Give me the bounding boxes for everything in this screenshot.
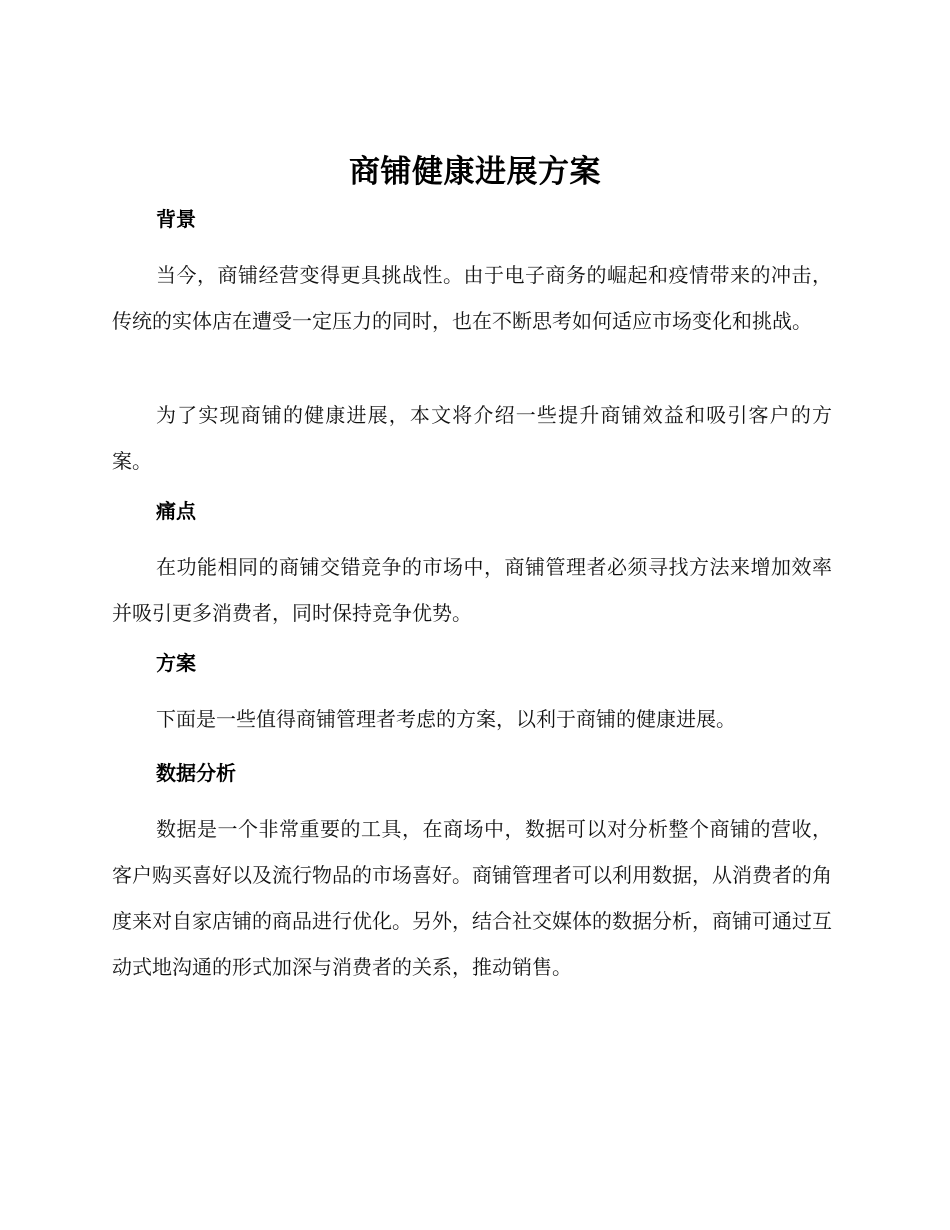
paragraph-pain-points: 在功能相同的商铺交错竞争的市场中，商铺管理者必须寻找方法来增加效率并吸引更多消费者，同时保持竞争优势。 xyxy=(112,555,832,625)
section-heading-plan: 方案 xyxy=(156,651,196,675)
section-heading-data-analysis: 数据分析 xyxy=(156,761,236,785)
paragraph-background-2: 为了实现商铺的健康进展，本文将介绍一些提升商铺效益和吸引客户的方案。 xyxy=(112,403,832,473)
paragraph-background-1: 当今，商铺经营变得更具挑战性。由于电子商务的崛起和疫情带来的冲击，传统的实体店在遭受一定压力的同时，也在不断思考如何适应市场变化和挑战。 xyxy=(112,263,832,333)
paragraph-data-analysis: 数据是一个非常重要的工具，在商场中，数据可以对分析整个商铺的营收，客户购买喜好以及流行物品的市场喜好。商铺管理者可以利用数据，从消费者的角度来对自家店铺的商品进行优化。另外，结合社交媒体的数据分析，商铺可通过互动式地沟通的形式加深与消费者的关系，推动销售。 xyxy=(112,817,832,979)
section-heading-background: 背景 xyxy=(156,207,196,231)
document-title: 商铺健康进展方案 xyxy=(349,154,601,190)
paragraph-plan: 下面是一些值得商铺管理者考虑的方案，以利于商铺的健康进展。 xyxy=(156,707,736,731)
section-heading-pain-points: 痛点 xyxy=(156,499,196,523)
